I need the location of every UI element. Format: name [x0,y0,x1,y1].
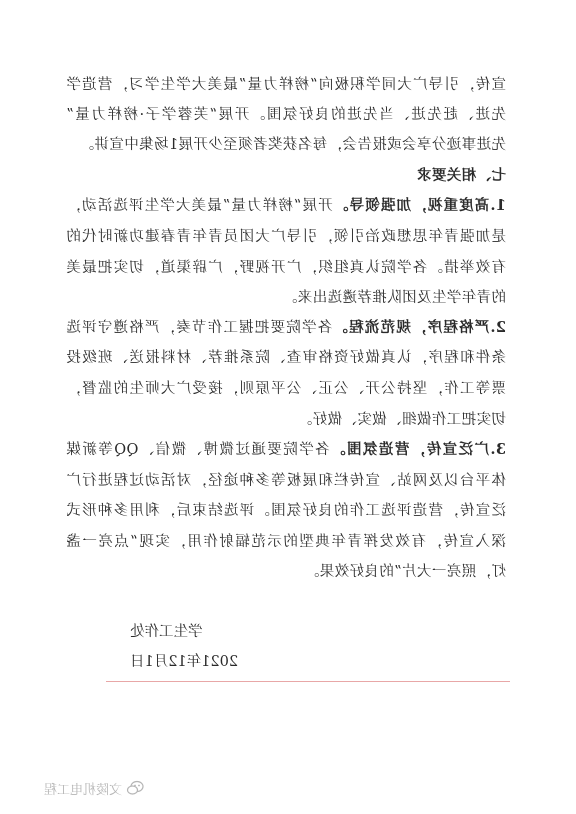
paragraph-line: 票等工作，坚持公开、公正、公平原则，接受广大师生的监督， [66,381,506,397]
signature-date: 2021年12月1日 [130,654,239,670]
paragraph-line: 泛宣传，营造评选工作的良好氛围。评选结束后，利用多种形式 [66,503,506,519]
section-heading: 七、相关要求 [416,167,506,184]
list-item [66,440,506,460]
list-item-title: 2.严格程序，规范流程。 [332,319,506,336]
paragraph-line: 先进事迹分享会或报告会，每名获奖者须至少开展1场集中宣讲。 [79,137,506,153]
wechat-logo-icon [126,779,144,797]
paragraph-line: 的青年学生及团队推荐遴选出来。 [282,290,506,306]
list-item-title: 1.高度重视，加强领导。 [332,197,506,214]
list-item [66,318,506,338]
paragraph-line: 宣传，引导广大同学积极向“榜样力量”最美大学生学习，营造学 [66,77,506,93]
list-item-text: 开展“榜样力量”最美大学生评选活动， [66,198,333,214]
paragraph-line: 有效举措。各学院认真组织，广开视野，广辟渠道，切实把最美 [66,260,506,276]
list-item-title: 3.广泛宣传，营造氛围。 [329,441,506,458]
paragraph-line: 条件和程序，认真做好资格审查、院系推荐、材料报送、班级投 [66,350,506,366]
paragraph-line: 体平台以及网站、宣传栏和展板等多种途径，对活动过程进行广 [66,473,506,489]
watermark [14,776,144,800]
footer-divider [106,681,510,682]
paragraph-line: 先进、赶先进、当先进的良好氛围。开展“芙蓉学子·榜样力量” [66,107,506,123]
paragraph-line: 切实把工作做细、做实、做好。 [297,412,506,428]
paragraph-line: 是加强青年思想政治引领，引导广大团员青年青春建功新时代的 [66,229,506,245]
paragraph-line: 灯，照亮一大片”的良好效果。 [304,564,506,580]
list-item-text: 各学院要把握工作节奏，严格遵守评选 [66,320,333,336]
list-item-text: 各学院要通过微博、微信、QQ等新媒 [65,442,330,458]
paragraph-line: 深入宣传，有效发挥青年典型的示范辐射作用，实现“点亮一盏 [66,534,506,550]
watermark-text: 文陵机电工程 [43,782,122,798]
list-item [66,196,506,216]
signature-org: 学生工作处 [130,624,203,640]
